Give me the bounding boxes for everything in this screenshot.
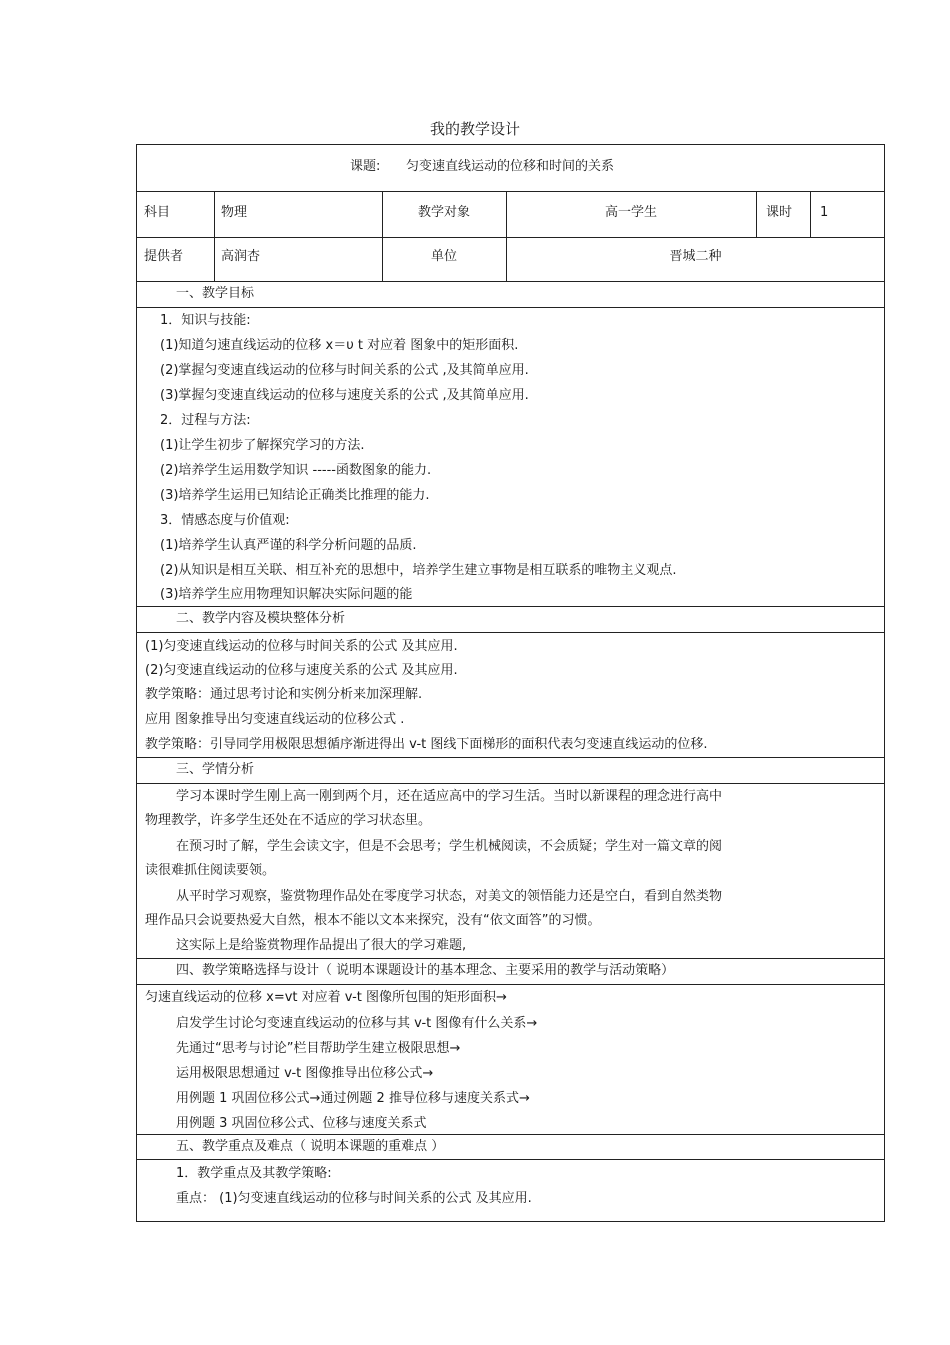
table-rule bbox=[136, 237, 885, 238]
section-line: 读很难抓住阅读要领。 bbox=[145, 863, 276, 878]
table-rule bbox=[136, 757, 885, 758]
table-rule bbox=[214, 191, 215, 281]
section-line: 2．过程与方法: bbox=[160, 413, 251, 428]
section-line: (3)培养学生运用已知结论正确类比推理的能力. bbox=[160, 488, 430, 503]
unit-label: 单位 bbox=[430, 249, 457, 264]
section-line: 启发学生讨论匀变速直线运动的位移与其 v-t 图像有什么关系→ bbox=[176, 1016, 538, 1031]
section-line: 匀速直线运动的位移 x=vt 对应着 v-t 图像所包围的矩形面积→ bbox=[145, 990, 507, 1005]
section-line: 教学策略：通过思考讨论和实例分析来加深理解. bbox=[145, 687, 423, 702]
section-line: (2)掌握匀变速直线运动的位移与时间关系的公式 ,及其简单应用. bbox=[160, 363, 529, 378]
section-line: (1)匀变速直线运动的位移与时间关系的公式 及其应用. bbox=[145, 639, 458, 654]
audience-value: 高一学生 bbox=[604, 205, 657, 220]
section-title: 一、教学目标 bbox=[176, 286, 255, 301]
table-rule bbox=[136, 984, 885, 985]
section-line: 用例题 3 巩固位移公式、位移与速度关系式 bbox=[176, 1116, 427, 1131]
section-line: (2)培养学生运用数学知识 -----函数图象的能力. bbox=[160, 463, 432, 478]
unit-value: 晋城二种 bbox=[669, 249, 722, 264]
section-line: 在预习时了解，学生会读文字，但是不会思考；学生机械阅读，不会质疑；学生对一篇文章的阅 bbox=[176, 839, 723, 854]
provider-value: 高润杏 bbox=[221, 249, 261, 264]
section-line: 物理教学，许多学生还处在不适应的学习状态里。 bbox=[145, 813, 432, 828]
table-rule bbox=[136, 281, 885, 282]
table-rule bbox=[136, 307, 885, 308]
table-rule bbox=[136, 606, 885, 607]
section-line: (1)知道匀速直线运动的位移 x＝υ t 对应着 图象中的矩形面积. bbox=[160, 338, 519, 353]
audience-label: 教学对象 bbox=[417, 205, 470, 220]
section-line: 学习本课时学生刚上高一刚到两个月，还在适应高中的学习生活。当时以新课程的理念进行高中 bbox=[176, 789, 723, 804]
section-line: 3．情感态度与价值观: bbox=[160, 513, 290, 528]
section-title: 三、学情分析 bbox=[176, 762, 255, 777]
section-line: 这实际上是给鉴赏物理作品提出了很大的学习难题, bbox=[176, 938, 467, 953]
table-rule bbox=[136, 958, 885, 959]
section-line: 1．知识与技能: bbox=[160, 313, 251, 328]
section-line: 先通过“思考与讨论”栏目帮助学生建立极限思想→ bbox=[176, 1041, 461, 1056]
table-rule bbox=[136, 1134, 885, 1135]
hours-value: 1 bbox=[820, 205, 829, 220]
subject-value: 物理 bbox=[221, 205, 248, 220]
section-line: 重点： (1)匀变速直线运动的位移与时间关系的公式 及其应用. bbox=[176, 1191, 532, 1206]
section-line: (2)从知识是相互关联、相互补充的思想中，培养学生建立事物是相互联系的唯物主义观点. bbox=[160, 563, 677, 578]
hours-label: 课时 bbox=[766, 205, 793, 220]
section-line: (1)让学生初步了解探究学习的方法. bbox=[160, 438, 365, 453]
table-rule bbox=[756, 191, 757, 237]
table-rule bbox=[136, 191, 885, 192]
section-line: 教学策略：引导同学用极限思想循序渐进得出 v-t 图线下面梯形的面积代表匀变速直线运动的位移. bbox=[145, 737, 708, 752]
section-line: 用例题 1 巩固位移公式→通过例题 2 推导位移与速度关系式→ bbox=[176, 1091, 530, 1106]
table-rule bbox=[136, 1159, 885, 1160]
section-line: 理作品只会说要热爱大自然，根本不能以文本来探究，没有“依文面答”的习惯。 bbox=[145, 913, 601, 928]
section-title: 五、教学重点及难点（ 说明本课题的重难点 ） bbox=[176, 1139, 445, 1154]
section-line: (2)匀变速直线运动的位移与速度关系的公式 及其应用. bbox=[145, 663, 458, 678]
section-title: 四、教学策略选择与设计（ 说明本课题设计的基本理念、主要采用的教学与活动策略） bbox=[176, 963, 675, 978]
section-line: 从平时学习观察，鉴赏物理作品处在零度学习状态，对美文的领悟能力还是空白，看到自然类物 bbox=[176, 889, 723, 904]
section-line: (3)培养学生应用物理知识解决实际问题的能 bbox=[160, 587, 413, 602]
topic-label: 课题: bbox=[350, 159, 381, 174]
lesson-plan-table bbox=[136, 144, 885, 1222]
provider-label: 提供者 bbox=[144, 249, 184, 264]
table-rule bbox=[810, 191, 811, 237]
table-rule bbox=[136, 783, 885, 784]
topic-value: 匀变速直线运动的位移和时间的关系 bbox=[406, 159, 615, 174]
section-line: 应用 图象推导出匀变速直线运动的位移公式 . bbox=[145, 712, 405, 727]
section-line: (3)掌握匀变速直线运动的位移与速度关系的公式 ,及其简单应用. bbox=[160, 388, 529, 403]
subject-label: 科目 bbox=[144, 205, 171, 220]
section-line: 1．教学重点及其教学策略: bbox=[176, 1166, 332, 1181]
section-line: (1)培养学生认真严谨的科学分析问题的品质. bbox=[160, 538, 417, 553]
section-title: 二、教学内容及模块整体分析 bbox=[176, 611, 346, 626]
table-rule bbox=[136, 632, 885, 633]
document-title: 我的教学设计 bbox=[429, 120, 520, 138]
section-line: 运用极限思想通过 v-t 图像推导出位移公式→ bbox=[176, 1066, 434, 1081]
